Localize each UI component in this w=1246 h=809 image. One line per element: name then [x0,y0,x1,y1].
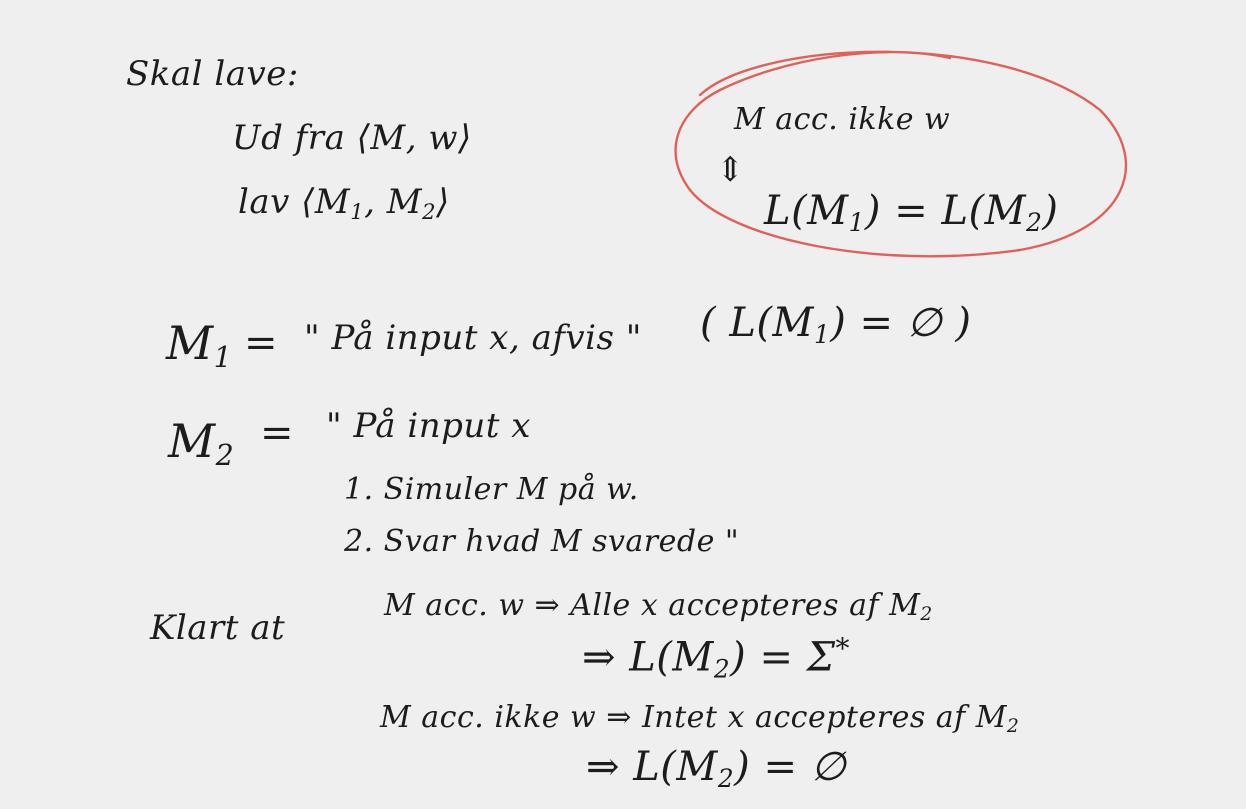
note-eq-end: ) [1042,188,1059,234]
m2-sub: 2 [215,438,235,472]
case-rejects-sub: 2 [1007,716,1020,738]
note-language-equality [764,188,1058,237]
klart-at-label: Klart at [150,608,286,648]
m1-note-sub: 1 [813,319,831,349]
case-accepts-result-sub: 2 [713,654,731,684]
m2-step-1: 1. Simuler M på w. [344,472,639,507]
equiv-icon: ⇕ [716,150,745,190]
case-accepts-result-pre: ⇒ L(M [582,634,714,681]
lav-sub1: 1 [350,198,365,224]
m1-sub: 1 [213,340,233,374]
case-accepts-result [582,632,850,684]
line-ud-fra: Ud fra ⟨M, w⟩ [232,118,472,158]
case-rejects [380,700,1019,737]
case-rejects-result-end: ) = ∅ [734,744,847,790]
case-accepts-text: M acc. w ⇒ Alle x accepteres af M [384,588,921,623]
lav-prefix: lav ⟨M [238,182,351,222]
note-eq-mid: ) = L(M [864,188,1027,234]
note-eq-sub2: 2 [1026,207,1043,237]
note-m-acc-ikke-w: M acc. ikke w [734,102,951,137]
lav-end: ⟩ [436,182,450,222]
m1-name [166,316,232,374]
m1-note-pre: ( L(M [700,300,814,346]
case-rejects-text: M acc. ikke w ⇒ Intet x accepteres af M [380,700,1007,735]
m1-language-note [700,300,971,349]
case-accepts [384,588,933,625]
case-rejects-result [586,744,846,793]
note-eq-sub1: 1 [848,207,865,237]
m2-equals: = [260,410,295,456]
m2-definition-text: " På input x [326,406,531,446]
m2-letter: M [168,414,216,468]
m1-note-end: ) = ∅ ) [830,300,972,346]
case-accepts-sub: 2 [920,604,933,626]
case-rejects-result-sub: 2 [717,763,735,793]
m1-definition-text: " På input x, afvis " [304,318,642,358]
m2-name [168,414,234,472]
case-rejects-result-pre: ⇒ L(M [586,744,718,790]
m1-equals: = [244,320,279,366]
heading-skal-lave: Skal lave: [126,54,299,94]
lav-sep: , M [364,182,423,222]
case-accepts-result-sup: * [835,632,850,665]
lav-sub2: 2 [422,198,437,224]
m2-step-2: 2. Svar hvad M svarede " [344,524,740,559]
m1-letter: M [166,316,214,370]
note-eq-pre: L(M [764,188,849,234]
case-accepts-result-end: ) = Σ [730,634,836,681]
